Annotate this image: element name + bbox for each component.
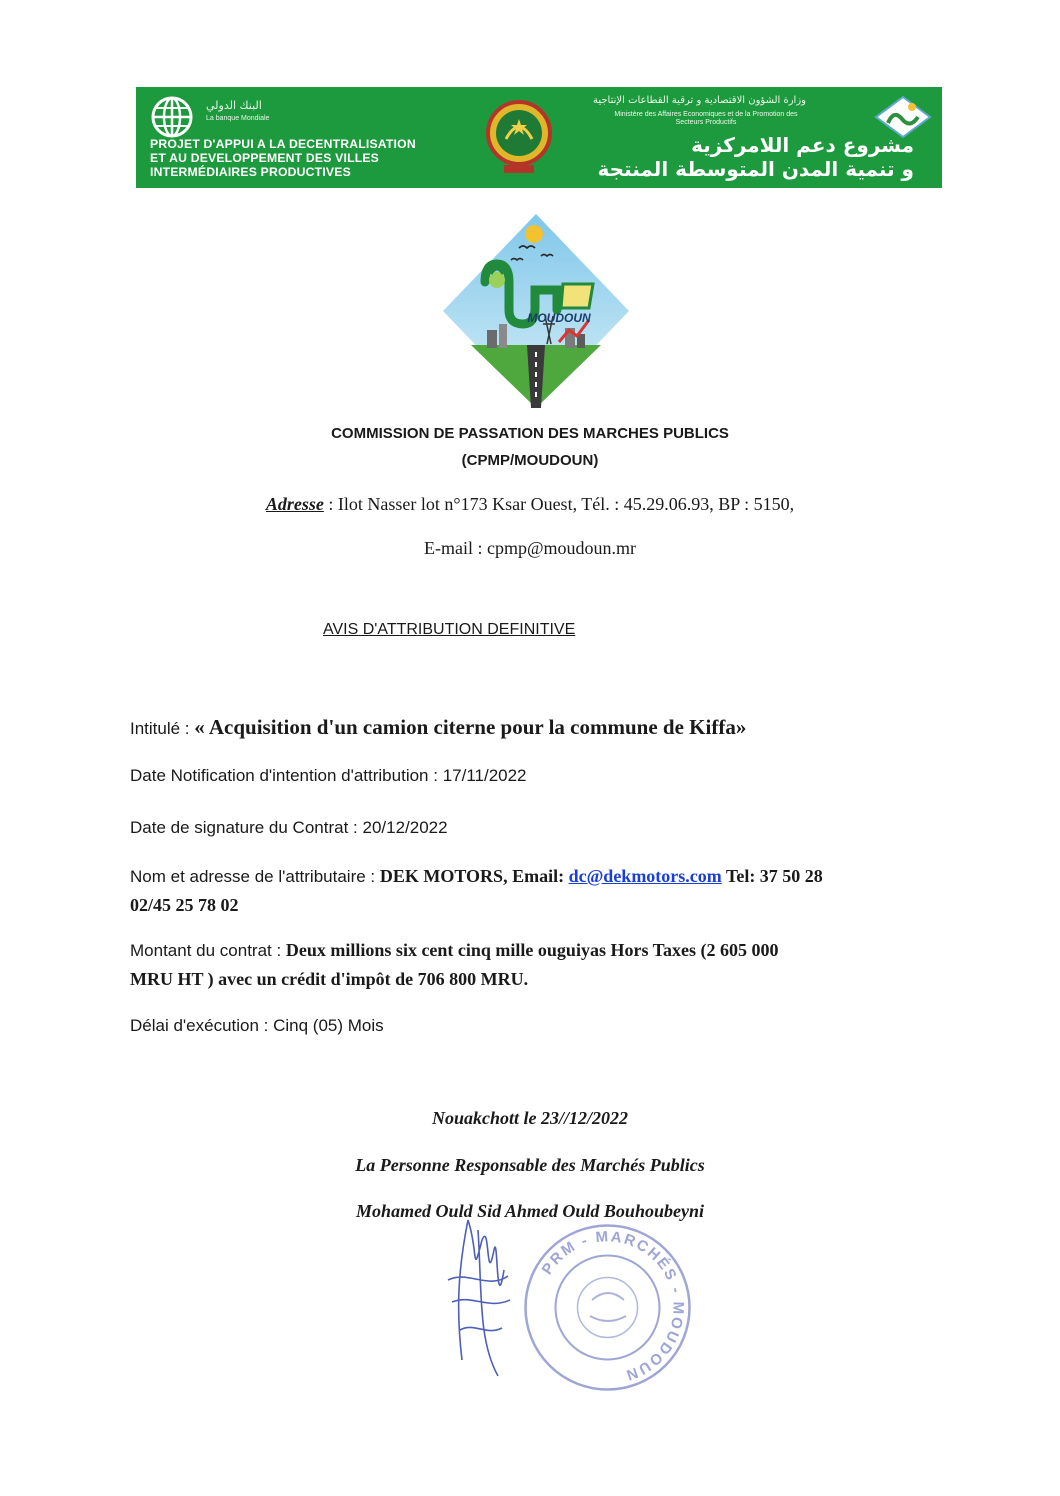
commission-title-line: (CPMP/MOUDOUN): [461, 452, 599, 469]
address-text: : Ilot Nasser lot n°173 Ksar Ouest, Tél. : 45.29.06.93, BP : 5150,: [323, 494, 795, 514]
handwritten-signature: [438, 1210, 518, 1380]
national-emblem-icon: [486, 95, 552, 179]
world-bank-arabic-name: البنك الدولي: [206, 99, 262, 112]
commission-title-line: COMMISSION DE PASSATION DES MARCHES PUBLICS: [331, 425, 729, 442]
project-name-arabic: [554, 133, 914, 181]
field-label: Nom et adresse de l'attributaire :: [130, 867, 380, 886]
project-name-french: [150, 137, 480, 179]
field-value: 20/12/2022: [362, 818, 448, 837]
moudoun-logo: [441, 212, 631, 410]
field-value: Cinq (05) Mois: [273, 1016, 384, 1035]
project-name-line: PROJET D'APPUI A LA DECENTRALISATION: [150, 137, 416, 151]
world-bank-french-name: La banque Mondiale: [206, 115, 270, 122]
stamp-ring-text: PRM - MARCHÉS - MOUDOUN: [538, 1228, 687, 1385]
moudoun-mini-logo-icon: [874, 95, 932, 139]
place-date: Nouakchott le 23//12/2022: [431, 1108, 628, 1128]
field-attributaire: [130, 862, 930, 920]
field-label: Montant du contrat :: [130, 941, 286, 960]
email-line: E-mail : cpmp@moudoun.mr: [423, 538, 637, 558]
field-label: Date Notification d'intention d'attribution :: [130, 766, 443, 785]
field-value: Tel: 37 50 28: [721, 866, 823, 886]
field-value: 17/11/2022: [442, 766, 527, 785]
world-bank-globe-icon: [150, 95, 194, 139]
field-label: Date de signature du Contrat :: [130, 818, 363, 837]
project-name-arabic-line: و تنمية المدن المتوسطة المنتجة: [597, 157, 914, 181]
project-name-line: INTERMÉDIAIRES PRODUCTIVES: [150, 165, 351, 179]
project-name-line: ET AU DEVELOPPEMENT DES VILLES: [150, 151, 380, 165]
field-montant: [130, 936, 930, 994]
commission-title: [0, 420, 1060, 474]
ministry-french-name: Ministère des Affaires Economiques et de la Promotion des Secteurs Productifs: [614, 111, 798, 126]
signatory-name: Mohamed Ould Sid Ahmed Ould Bouhoubeyni: [356, 1201, 704, 1221]
attributaire-email-link[interactable]: dc@dekmotors.com: [568, 866, 722, 886]
ministry-arabic-name: وزارة الشؤون الاقتصادية و ترقية القطاعات الإنتاجية: [593, 95, 806, 106]
field-value: DEK MOTORS, Email:: [379, 866, 569, 886]
notice-title: AVIS D'ATTRIBUTION DEFINITIVE: [323, 621, 576, 638]
project-name-arabic-line: مشروع دعم اللامركزية: [691, 133, 914, 157]
field-signature-date: [130, 814, 930, 842]
field-intitule: [130, 713, 930, 743]
field-notification-date: [130, 762, 930, 790]
field-label: Intitulé :: [130, 719, 195, 738]
field-value: « Acquisition d'un camion citerne pour la commune de Kiffa»: [194, 715, 747, 739]
logo-wordmark: MOUDOUN: [527, 311, 591, 325]
address-line: [0, 494, 1060, 515]
signatory-role: La Personne Responsable des Marchés Publics: [355, 1155, 705, 1175]
official-stamp: [520, 1220, 695, 1395]
field-label: Délai d'exécution :: [130, 1016, 274, 1035]
field-value: 02/45 25 78 02: [130, 895, 239, 915]
svg-text:PRM - MARCHÉS - MOUDOUN: [539, 1228, 687, 1384]
field-value: Deux millions six cent cinq mille ouguiyas Hors Taxes (2 605 000: [285, 940, 779, 960]
address-label: Adresse: [265, 494, 324, 514]
field-delai: [130, 1012, 930, 1040]
header-banner: [136, 87, 942, 188]
field-value: MRU HT ) avec un crédit d'impôt de 706 800 MRU.: [130, 969, 529, 989]
